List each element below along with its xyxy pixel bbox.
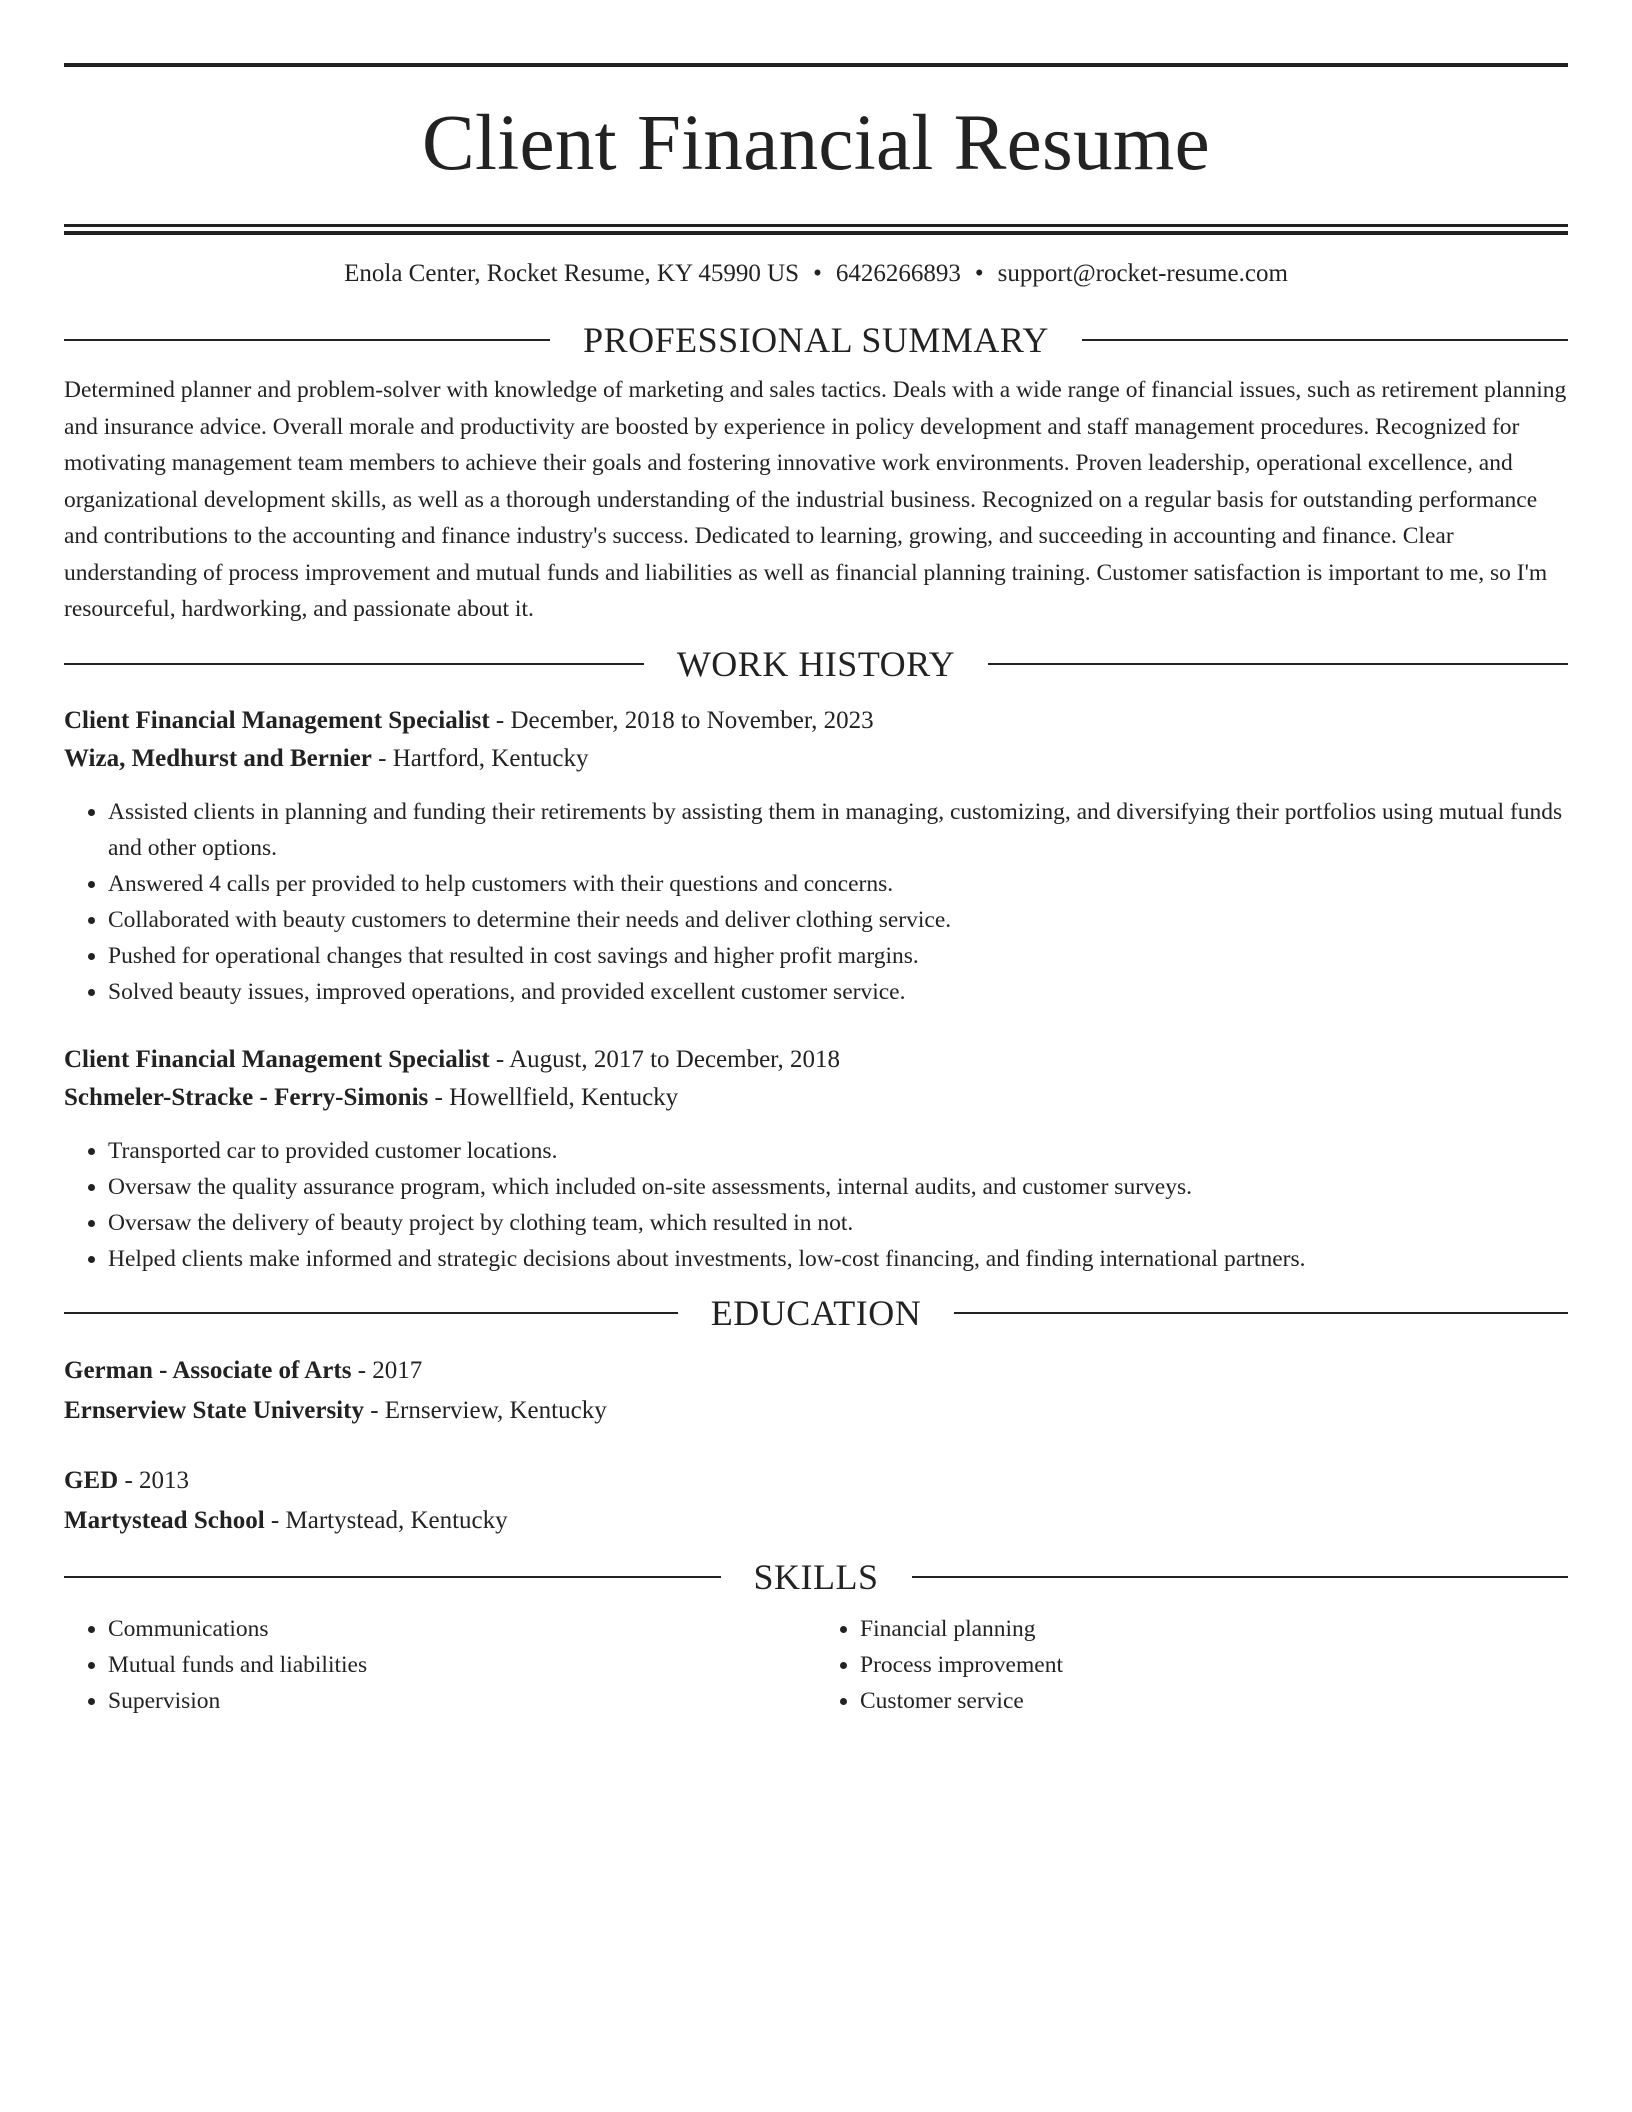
education-location: - Ernserview, Kentucky xyxy=(363,1396,607,1424)
contact-email: support@rocket-resume.com xyxy=(997,260,1288,287)
list-item: • Supervision xyxy=(108,1683,816,1719)
job-entry xyxy=(64,702,1568,1010)
job-dates: - December, 2018 to November, 2023 xyxy=(489,706,874,734)
section-rule xyxy=(64,339,550,341)
job-company: Schmeler-Stracke - Ferry-Simonis xyxy=(64,1083,429,1111)
education-school: Ernserview State University xyxy=(64,1396,364,1424)
job-title: Client Financial Management Specialist xyxy=(64,1045,490,1073)
section-rule xyxy=(912,1576,1569,1578)
contact-phone: 6426266893 xyxy=(835,260,961,287)
job-entry xyxy=(64,1041,1568,1277)
list-item: • Communications xyxy=(108,1611,816,1647)
job-company-line xyxy=(64,740,1568,778)
list-item: • Solved beauty issues, improved operations, and provided excellent customer service. xyxy=(108,974,1568,1010)
section-rule xyxy=(1082,339,1568,341)
professional-summary: Determined planner and problem-solver with knowledge of marketing and sales tactics. Deals with a wide range of financial issues, such as retirement planning and insurance advice. Overall morale and productivity are boosted by experience in policy development and staff management procedures. Recognized for motivating management team members to achieve their goals and fostering innovative work environments. Proven leadership, operational excellence, and organizational development skills, as well as a thorough understanding of the industrial business. Recognized on a regular basis for outstanding performance and contributions to the accounting and finance industry's success. Dedicated to learning, growing, and succeeding in accounting and finance. Clear understanding of process improvement and mutual funds and liabilities as well as financial planning training. Customer satisfaction is important to me, so I'm resourceful, hardworking, and passionate about it. xyxy=(64,377,1567,622)
contact-address: Enola Center, Rocket Resume, KY 45990 US xyxy=(344,260,800,287)
education-school: Martystead School xyxy=(64,1506,265,1534)
education-year: - 2013 xyxy=(118,1466,190,1494)
section-title: WORK HISTORY xyxy=(676,643,956,684)
list-item: • Transported car to provided customer locations. xyxy=(108,1133,1568,1169)
job-title-line xyxy=(64,702,1568,740)
job-company: Wiza, Medhurst and Bernier xyxy=(64,744,372,772)
section-title: SKILLS xyxy=(753,1556,879,1597)
section-heading-summary xyxy=(64,318,1568,362)
section-heading-education xyxy=(64,1291,1568,1335)
job-bullets xyxy=(64,1133,1568,1277)
section-heading-skills xyxy=(64,1555,1568,1599)
job-location: - Howellfield, Kentucky xyxy=(428,1083,679,1111)
section-title: PROFESSIONAL SUMMARY xyxy=(583,320,1049,360)
skills-column-left xyxy=(64,1611,816,1719)
education-degree: GED xyxy=(64,1466,119,1494)
education-entry xyxy=(64,1461,1568,1541)
list-item: • Oversaw the delivery of beauty project by clothing team, which resulted in not. xyxy=(108,1205,1568,1241)
education-degree-line xyxy=(64,1461,1568,1501)
list-item: • Customer service xyxy=(860,1683,1568,1719)
education-school-line xyxy=(64,1391,1568,1431)
contact-separator: • xyxy=(813,260,822,287)
job-dates: - August, 2017 to December, 2018 xyxy=(489,1045,841,1073)
list-item: • Mutual funds and liabilities xyxy=(108,1647,816,1683)
skills-column-right xyxy=(816,1611,1568,1719)
list-item: • Process improvement xyxy=(860,1647,1568,1683)
list-item: • Answered 4 calls per provided to help customers with their questions and concerns. xyxy=(108,866,1568,902)
section-rule xyxy=(64,1576,721,1578)
list-item: • Helped clients make informed and strategic decisions about investments, low-cost financing, and finding international partners. xyxy=(108,1241,1568,1277)
section-heading-work xyxy=(64,642,1568,686)
resume-title: Client Financial Resume xyxy=(422,100,1210,187)
title-double-rule xyxy=(64,224,1568,235)
section-title: EDUCATION xyxy=(710,1292,922,1333)
education-school-line xyxy=(64,1501,1568,1541)
education-location: - Martystead, Kentucky xyxy=(264,1506,508,1534)
job-bullets xyxy=(64,794,1568,1010)
list-item: • Assisted clients in planning and funding their retirements by assisting them in managing, customizing, and diversifying their portfolios using mutual funds and other options. xyxy=(108,794,1568,866)
job-location: - Hartford, Kentucky xyxy=(371,744,589,772)
job-title-line xyxy=(64,1041,1568,1079)
education-degree: German - Associate of Arts xyxy=(64,1356,352,1384)
job-title: Client Financial Management Specialist xyxy=(64,706,490,734)
section-rule xyxy=(988,663,1568,665)
list-item: • Oversaw the quality assurance program, which included on-site assessments, internal audits, and customer surveys. xyxy=(108,1169,1568,1205)
contact-separator: • xyxy=(974,260,984,287)
list-item: • Pushed for operational changes that resulted in cost savings and higher profit margins. xyxy=(108,938,1568,974)
list-item: • Financial planning xyxy=(860,1611,1568,1647)
skills-list xyxy=(64,1611,1568,1719)
section-rule xyxy=(64,1312,678,1314)
job-company-line xyxy=(64,1079,1568,1117)
top-rule xyxy=(64,63,1568,67)
section-rule xyxy=(954,1312,1568,1314)
education-degree-line xyxy=(64,1351,1568,1391)
list-item: • Collaborated with beauty customers to determine their needs and deliver clothing service. xyxy=(108,902,1568,938)
education-year: - 2017 xyxy=(351,1356,423,1384)
education-entry xyxy=(64,1351,1568,1431)
section-rule xyxy=(64,663,644,665)
contact-line xyxy=(64,258,1568,290)
